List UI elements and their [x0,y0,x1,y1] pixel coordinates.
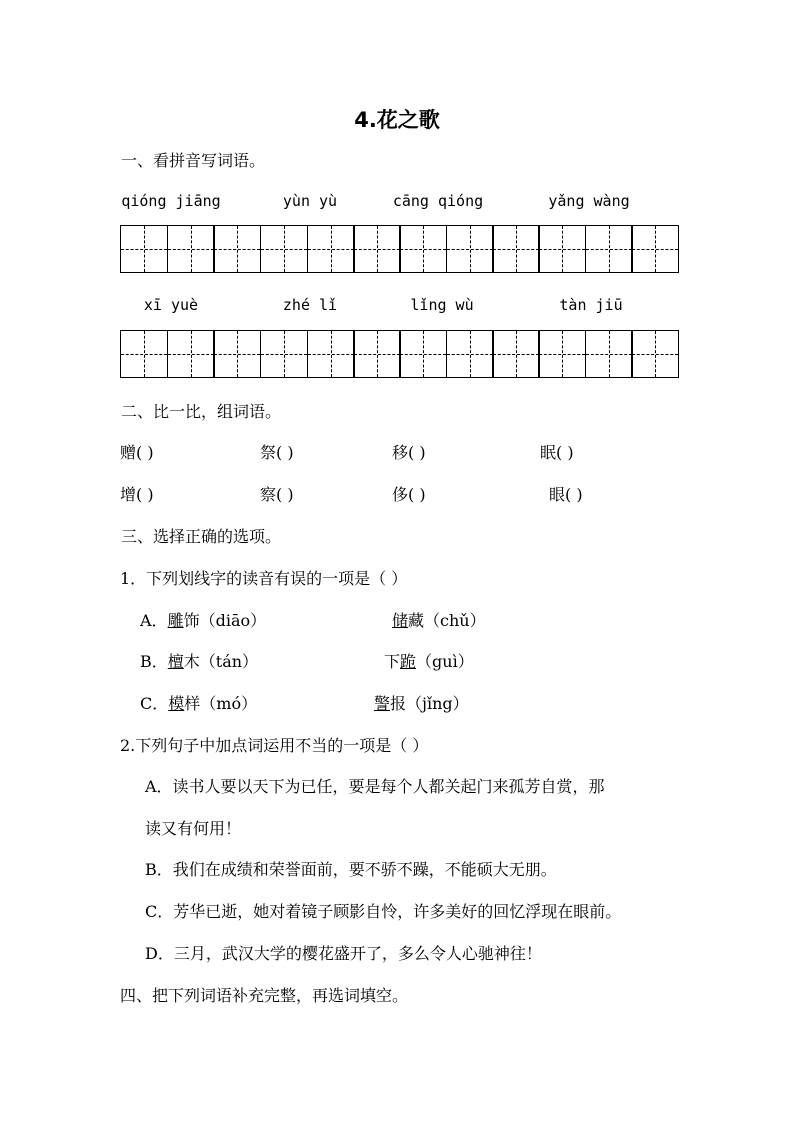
compare-item: 移( ) [392,443,426,462]
underlined-char: 檀 [167,652,184,671]
compare-item: 增( ) [120,485,154,504]
writing-grid[interactable] [538,225,679,273]
writing-grid[interactable] [260,330,401,378]
option-rest: 藏（chǔ） [408,611,486,630]
option-rest: 木（tán） [183,652,259,671]
option-prefix: C． [140,694,169,713]
writing-grid[interactable] [538,330,679,378]
writing-grid[interactable] [399,225,540,273]
q1-option-a-right [392,608,486,631]
writing-cell[interactable] [260,225,308,273]
writing-cell[interactable] [492,330,540,378]
writing-cell[interactable] [446,330,494,378]
writing-cell[interactable] [399,225,447,273]
writing-cell[interactable] [399,330,447,378]
section-3-heading: 三、选择正确的选项。 [121,527,282,546]
question-1-stem: 1．下列划线字的读音有误的一项是（ ） [120,569,408,588]
pinyin-label: zhé lǐ [282,296,338,314]
writing-cell[interactable] [538,330,586,378]
writing-cell[interactable] [120,330,168,378]
pinyin-label: yǎng wàng [548,192,630,210]
q2-option-a: A．读书人要以天下为已任，要是每个人都关起门来孤芳自赏，那 [145,777,605,796]
writing-cell[interactable] [585,225,633,273]
writing-cell[interactable] [167,225,215,273]
q1-option-c-right [374,691,469,714]
compare-item: 眠( ) [540,443,574,462]
writing-cell[interactable] [120,225,168,273]
option-prefix: 下 [384,652,401,671]
writing-cell[interactable] [492,225,540,273]
writing-cell[interactable] [631,225,679,273]
pinyin-label: qióng jiāng [121,192,221,210]
q1-option-c-left [140,691,257,714]
q1-option-a-left [140,608,266,631]
question-2-stem: 2.下列句子中加点词运用不当的一项是（ ） [120,736,429,755]
option-rest: 报（jǐng） [390,694,469,713]
writing-cell[interactable] [307,225,355,273]
compare-item: 祭( ) [260,443,294,462]
compare-item: 察( ) [260,485,294,504]
writing-cell[interactable] [538,225,586,273]
page-title: 4.花之歌 [354,108,440,132]
writing-cell[interactable] [213,330,261,378]
option-rest: 样（mó） [184,694,258,713]
q2-option-a-continued: 读又有何用！ [145,819,242,838]
writing-cell[interactable] [167,330,215,378]
writing-grid[interactable] [120,330,261,378]
section-4-heading: 四、把下列词语补充完整，再选词填空。 [120,986,409,1005]
writing-cell[interactable] [585,330,633,378]
option-prefix: B． [140,652,168,671]
writing-grid[interactable] [120,225,261,273]
writing-cell[interactable] [631,330,679,378]
underlined-char: 警 [374,694,391,713]
writing-grid[interactable] [399,330,540,378]
compare-item: 赠( ) [120,443,154,462]
writing-cell[interactable] [353,330,401,378]
pinyin-label: yùn yù [282,192,338,210]
section-2-heading: 二、比一比，组词语。 [121,402,282,421]
writing-cell[interactable] [353,225,401,273]
writing-cell[interactable] [446,225,494,273]
option-rest: 饰（diāo） [183,611,267,630]
writing-cell[interactable] [307,330,355,378]
q1-option-b-left [140,649,258,672]
pinyin-label: cāng qióng [392,192,484,210]
compare-item: 侈( ) [392,485,426,504]
q2-option-d: D．三月，武汉大学的樱花盛开了，多么令人心驰神往！ [145,944,542,963]
option-rest: （guì） [416,652,474,671]
underlined-char: 模 [168,694,185,713]
section-1-heading: 一、看拼音写词语。 [121,151,266,170]
option-prefix: A． [140,611,168,630]
pinyin-label: tàn jiū [559,296,623,314]
q2-option-b: B．我们在成绩和荣誉面前，要不骄不躁，不能硕大无朋。 [145,860,557,879]
underlined-char: 雕 [167,611,184,630]
q1-option-b-right [384,649,474,672]
pinyin-label: xī yuè [143,296,199,314]
compare-item: 眼( ) [549,485,583,504]
underlined-char: 储 [392,611,409,630]
writing-cell[interactable] [213,225,261,273]
writing-grid[interactable] [260,225,401,273]
q2-option-c: C．芳华已逝，她对着镜子顾影自怜，许多美好的回忆浮现在眼前。 [145,902,622,921]
writing-cell[interactable] [260,330,308,378]
underlined-char: 跪 [400,652,417,671]
pinyin-label: lǐng wù [410,296,474,314]
